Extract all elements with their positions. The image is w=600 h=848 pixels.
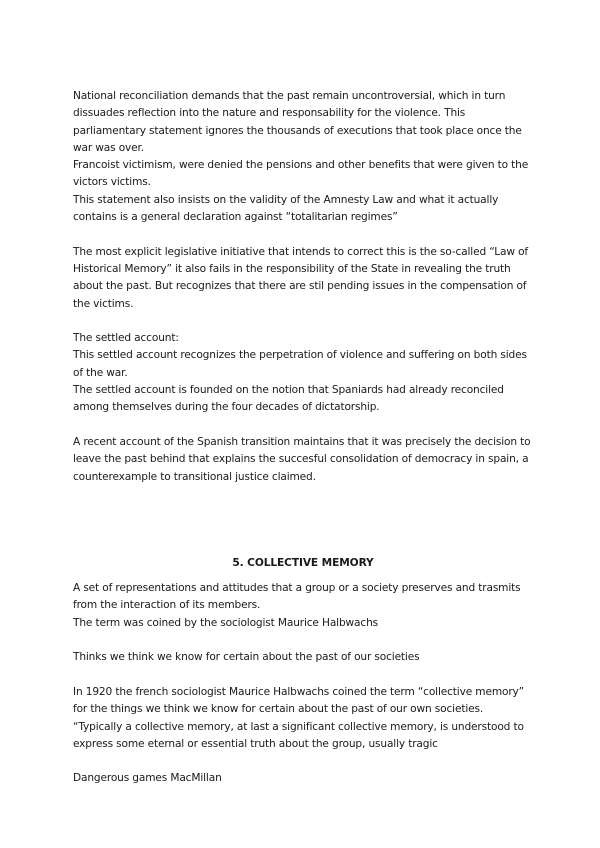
spacer	[73, 313, 533, 330]
paragraph-settled-account-reconciled: The settled account is founded on the notion that Spaniards had already reconciled among themselves during the four decades of dictatorship.	[73, 384, 504, 414]
paragraph-definition: A set of representations and attitudes that a group or a society preserves and trasmits from the interaction of its members.	[73, 582, 521, 612]
settled-account-title: The settled account:	[73, 332, 179, 345]
paragraph-coined: The term was coined by the sociologist Maurice Halbwachs	[73, 616, 379, 629]
spacer	[73, 753, 533, 770]
spacer	[73, 486, 533, 555]
paragraph-amnesty-law: This statement also insists on the validity of the Amnesty Law and what it actually contains is a general declaration against “totalitarian regimes”	[73, 193, 499, 224]
source-citation: Dangerous games MacMillan	[73, 772, 222, 785]
document-page	[73, 88, 533, 788]
paragraph-settled-account-violence: This settled account recognizes the perpetration of violence and suffering on both sides of the war.	[73, 349, 527, 379]
section-heading-collective-memory: 5. COLLECTIVE MEMORY	[232, 556, 374, 569]
paragraph-thinks: Thinks we think we know for certain about the past of our societies	[73, 651, 420, 664]
spacer	[73, 417, 533, 434]
spacer	[73, 667, 533, 684]
spacer	[73, 572, 533, 580]
paragraph-halbwachs-1920: In 1920 the french sociologist Maurice Halbwachs coined the term “collective memory” for the things we think we know for certain about the past of our own societies. “Typically a collective memory, at last a significant collective memory, is understood to express some eternal or essential truth about the group, usually tragic	[73, 685, 525, 750]
paragraph-historical-memory-law: The most explicit legislative initiative that intends to correct this is the so-called “Law of Historical Memory” it also fails in the responsibility of the State in revealing the truth about the past. But recognizes that there are stil pending issues in the compensation of the victims.	[73, 245, 528, 310]
paragraph-spanish-transition: A recent account of the Spanish transition maintains that it was precisely the decision to leave the past behind that explains the succesful consolidation of democracy in spain, a counterexample to transitional justice claimed.	[73, 435, 531, 483]
paragraph-reconciliation: National reconciliation demands that the past remain uncontroversial, which in turn dissuades reflection into the nature and responsability for the violence. This parliamentary statement ignores the thousands of executions that took place once the war was over.	[73, 90, 522, 154]
spacer	[73, 226, 533, 243]
spacer	[73, 632, 533, 649]
paragraph-francoist-victims: Francoist victimism, were denied the pensions and other benefits that were given to the victors victims.	[73, 159, 529, 189]
